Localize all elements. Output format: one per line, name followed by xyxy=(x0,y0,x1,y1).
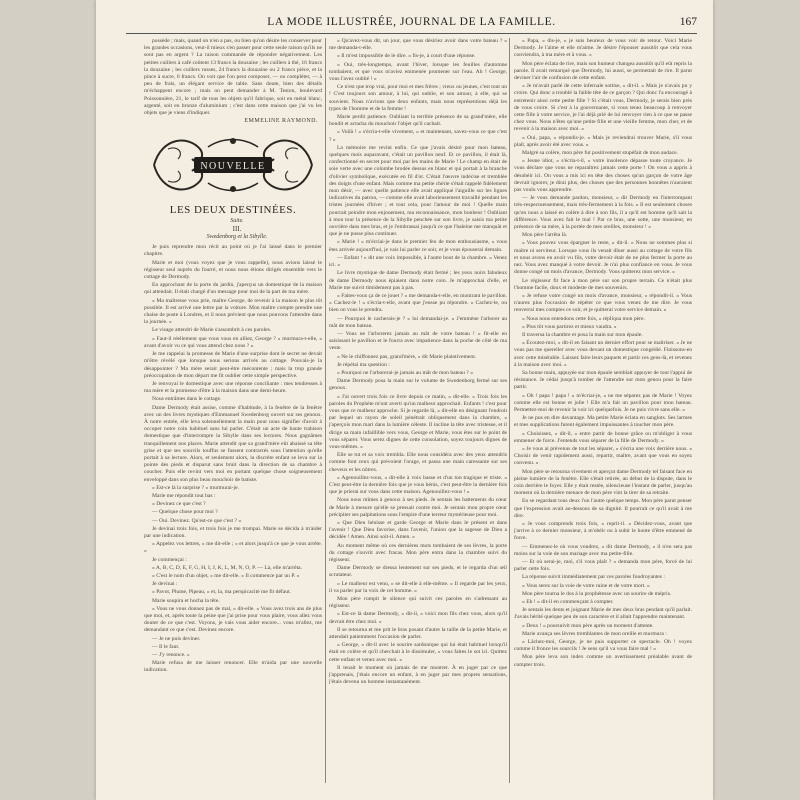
story-paragraph: « A, B, C, D, E, F, G, H, I, J, K, L, M, N, O, P. — Là, elle m'arrêta. xyxy=(152,564,303,571)
column-divider xyxy=(509,38,510,783)
story-paragraph: « Oh ! papa ! papa ! » m'écriai-je, « ne me séparez pas de Marie ! Voyez comme elle est bonne et jolie ! Elle m'a fait un pavillon pour mon bateau. Permettez-moi de revenir la voir ici quelquefois. Je ne puis vivre sans elle. » xyxy=(514,392,692,413)
story-paragraph: Je devinai : xyxy=(152,581,178,588)
story-paragraph: — Vous ne l'arborerez jamais au mât de votre bateau ! » fit-elle en saisissant le pavillon et le fourra avec impatience dans la poche de côté de ma veste. xyxy=(329,330,507,352)
story-paragraph: « Pourquoi ne l'arborerai-je jamais au mât de mon bateau ? » xyxy=(337,369,473,376)
story-paragraph: « Je refuse votre congé un mois d'avance, monsieur, » répondit-il. « Vous n'aurez plus l'occasion de répéter ce que vous venez de me dire. Je vous renverrai mes comptes ce soir, et je quitterai votre service demain. » xyxy=(514,292,692,314)
story-paragraph: « Appelez vos lettres, » me dit-elle ; « et alors jusqu'à ce que je vous arrête. » xyxy=(144,541,322,555)
story-paragraph: « Est-ce là la surprise ? » murmurai-je. xyxy=(152,484,239,491)
story-paragraph: Je devinai trois fois, et trois fois je me trompai. Marie se décida à m'aider par une indication. xyxy=(144,525,322,539)
story-paragraph: — Quelque chose pour moi ? xyxy=(152,509,218,516)
story-paragraph: Marie avança ses lèvres tremblantes de mon oreille et murmura : xyxy=(522,630,667,637)
story-paragraph: « Agenouillez-vous, » dit-elle à voix basse et d'un ton tragique et triste. « C'est peut-être la dernière fois que je vous bénis, c'est peut-être la dernière fois que je prierai sur vous dans cette maison. Agenouillez-vous ! » xyxy=(329,474,507,496)
story-paragraph: « Vous pouvez vous épargner le reste, » dit-il. « Nous ne sommes plus si maître ni serviteur. Lorsque vous ils venait dîner aussi au cottage de votre fils et nous avons en avoir vu fils, votre devoir était de ne plus fermer la porte au nez. Vous avez manqué à votre devoir. Je n'ai plus confiance en vous. Je vous donne congé un mois d'avance, Dermody. Vous quitterez mon service. » xyxy=(514,240,692,276)
story-paragraph: « Lâchez-moi, George, je ne puis supporter ce spectacle. Oh ! voyez comme il fronce les sourcils ! Je sens qu'il va vous faire mal ! » xyxy=(514,639,692,653)
story-paragraph: En se regardant tous deux l'un l'autre quelque temps. Mon père parut penser que l'expression avait au-dessous de sa dignité. Il pourrait ce qu'il avait à me dire. xyxy=(514,498,692,519)
story-paragraph: « Je vous comprends trois fois, » reprit-il. « Décidez-vous, avant que j'arrive à ce dernier monsieur, à m'obéir ou à subir le honte d'être emmené de force. xyxy=(514,521,692,542)
story-paragraph: « Ma maîtresse vous prie, maître George, de revenir à la maison le plus tôt possible. Il est arrivé une lettre par la voiture. Mon maître compte prendre une chaise de poste à Londres, et il nous prévient que nous pouvons l'attendre dans la journée. » xyxy=(144,297,322,326)
story-paragraph: En approchant de la porte du jardin, j'aperçus un domestique de la maison qui attendait. Il était chargé d'un message pour moi de la part de ma mère. xyxy=(144,282,322,296)
story-paragraph: « Choisissez, » dit-il, « entre partir de bonne grâce ou m'obliger à vous emmener de force. J'entends vous séparer de la fille de Dermody. » xyxy=(514,430,692,444)
story-paragraph: Nous entrâmes dans le cottage. xyxy=(152,396,222,403)
story-paragraph: Sa bonne main, appuyée sur mon épaule semblait appuyer de tout l'appui de résistance. Je cédai jusqu'à tomber de l'attendre sur mon genou pour la faire partir. xyxy=(514,369,692,391)
author-signature: EMMELINE RAYMOND. xyxy=(244,118,318,125)
chapter-title: Swedenborg et la Sibylle. xyxy=(206,234,268,241)
story-paragraph: « Oui, très-longtemps, avant l'hiver, lorsque les feuilles d'automne tombaient, et que vous m'aviez emmenée promener sur l'eau. Ah ! George, vous l'avez oublié ! » xyxy=(329,61,507,83)
story-paragraph: Elle se tut et sa voix trembla. Elle nous considéra avec des yeux attendris comme font ceux qui prévoient l'orage, et passa une main caressante sur ses cheveux et les nôtres. xyxy=(329,452,507,473)
story-paragraph: — J'y renonce. » xyxy=(152,652,190,659)
journal-page xyxy=(96,0,713,800)
story-paragraph: « Est-ce là dame Dermody, » dit-il, « voici mon fils chez vous, alors qu'il devrait être chez moi. » xyxy=(329,611,507,625)
story-paragraph: Le livre mystique de dame Dermody était fermé ; les yeux noirs fabuleux de dame Dermody nous épiaient dans notre coin. Je m'approchai d'elle, et Marie me suivit timidement pas à pas. xyxy=(329,270,507,291)
story-paragraph: « C'est le nom d'un objet, » me dit-elle. « Il commence par un P. » xyxy=(152,572,300,579)
story-paragraph: Dame Dermody était assise, comme d'habitude, à la fenêtre de la fenêtre avec un des livres mystiques d'Emmanuel Swedenborg ouvert sur ses genoux. À notre entrée, elle leva solennellement la main pour nous signifier d'avoir à occuper notre coin habituel sans lui parler. C'était un acte de haute trahison domestique que d'interrompre la Sibylle dans ses lectures. Nous gagnâmes tranquillement nos places. Marie attendit que sa grand'mère eût abaissé sa tête grise et que ses sourcils touffus se fussent contractés sous l'attention qu'elle portait à sa lecture. Alors, et seulement alors, la discrète enfant se leva sur la pointe des pieds et disparut sans bruit dans la direction de sa chambre à coucher. Puis elle revint vers moi en portant quelque chose soigneusement enveloppé dans son plus beau mouchoir de batiste. xyxy=(144,404,322,483)
story-paragraph: Il tenait le moment où jamais de me montrer. À en juger par ce que j'apprenais, j'étais encore un enfant, à en juger par mes propres sensations, j'étais devenu un homme instantanément. xyxy=(329,664,507,686)
story-paragraph: Au moment même où ces dernières mots tombaient de ses lèvres, la porte du cottage s'ouvrit avec fracas. Mon père entra dans la chambre suivi du régisseur. xyxy=(329,542,507,564)
story-paragraph: Le régisseur fit face à mon père sur son propre terrain. Ce n'était plus l'homme facile, doux et modeste de mes souvenirs. xyxy=(514,277,692,291)
story-paragraph: — Oui. Devinez. Qu'est-ce que c'est ? » xyxy=(152,517,242,524)
story-paragraph: Dame Dermody posa la main sur le volume de Swedenborg fermé sur ses genoux. xyxy=(329,378,507,392)
story-paragraph: — Et où serai-je, moi, s'il vous plaît ? » demanda mon père, forcé de lui parler cette fois. xyxy=(514,559,692,573)
story-paragraph: « Je m'avait parlé de cette infernale sottise, » dit-il. « Mais je n'avais pu y croire. Qui donc a troublé la faible tête de ce garçon ? Qui donc l'a encouragé à entretenir ainsi cette petite fille ? Si c'était vous, Dermody, je serais bien près de vous croire. Si c'est à la gouvernante, si vous tenez beaucoup à renvoyer cette fille à votre service, je l'ai déjà prié de lui renvoyer rien à ce que se passe chez vous. Nous n'êtes qu'une petite fille et une vieille femme, mon cher, et de revenir à la maison avec moi. » xyxy=(514,83,692,133)
column-divider xyxy=(325,38,326,783)
story-paragraph: Marie soupira et hocha la tête. xyxy=(152,597,220,604)
article-ending: possède ; mais, quand on n'en a pas, ou bien qu'on désire les conserver pour les grandes occasions, veut-il mieux s'en passer pour cette seule raison qu'ils ne sont pas en argent ? La raison commande de répondre négativement. Les petites cuillers à café coûtent 13 francs la douzaine ; les cuillers à thé, 16 francs la douzaine ; les cuillers russes, 24 francs la douzaine ou 2 francs pièce, et la pince à sucre, 6 francs. On voit que l'on peut composer, — ou compléter, — à peu de frais, un élégant service de table. Sans doute, bien des détails m'échappent encore ; mais on peut demander à M. Teston, boulevard Poissonnière, 21, le tarif de tous les objets qu'il fabrique, soit en métal blanc, argenté, soit en bronze d'aluminium ; c'est dans cette maison que j'ai vu les objets que je viens d'indiquer. xyxy=(144,38,322,117)
story-paragraph: Dame Dermody se dressa lentement sur ses pieds, et le regarda d'un œil scrutateur. xyxy=(329,565,507,579)
story-paragraph: — Je ne puis deviner. xyxy=(152,635,201,642)
story-paragraph: Nous nous mîmes à genoux à ses pieds. Je sentais les battements du cœur de Marie à mesure qu'elle se pressait contre moi. Je sentais mon propre cœur précipiter ses palpitations sous l'empire d'une terreur mystérieuse pour moi. xyxy=(329,497,507,518)
ornament-graphic xyxy=(148,129,318,201)
story-paragraph: Je puis reprendre mon récit au point où je l'ai laissé dans le premier chapitre. xyxy=(144,244,322,258)
story-paragraph: Je commençai : xyxy=(152,556,187,563)
story-paragraph: Je me rappelai la promesse de Marie d'une surprise dont le secret ne devait m'être révélé que lorsque nous serions arrivés au cottage. Pouvais-je la désappointer ? Ma mère serait peut-être mécontente ; mais la trop grande préoccupation de mon départ me fit oublier cette simple perspective. xyxy=(144,351,322,379)
story-text-col1 xyxy=(144,244,322,674)
story-paragraph: « Deux ! » poursuivit mon père après un moment d'attente. xyxy=(522,622,654,629)
story-paragraph: Je renvoyai le domestique avec une réponse conciliante : mes tendresses à ma mère et la promesse d'être à la maison dans une demi-heure. xyxy=(144,380,322,395)
story-paragraph: « Faites-vous ça de ce jouet ? » me demanda-t-elle, en montrant le pavillon. « Cachez-le ! » s'écria-t-elle, avant que j'eusse pu répondre. « Cachez-le, ou bien on vous le prendra. xyxy=(329,292,507,314)
story-paragraph: « George, » dit-il avec le sourire sardonique qui lui était habituel lorsqu'il était en colère et qu'il cherchait à le dissimuler, « vous faites le sot ici. Quittez cette enfant et venez avec moi. » xyxy=(329,642,507,663)
story-paragraph: « Il m'est impossible de le dire. » fis-je, à court d'une réponse. xyxy=(337,53,476,60)
story-paragraph: Mon père tourna le dos à la prophétesse avec un sourire de mépris. xyxy=(522,590,672,597)
story-paragraph: « Que Dieu bénisse et garde George et Marie dans le présent et dans l'avenir ! Que Dieu favorise, dans l'avenir, l'union que la sagesse de Dieu a décidée ! Amen. Ainsi soit-il. Amen. » xyxy=(329,520,507,541)
story-paragraph: Marie perdit patience. Oubliant la terrible présence de sa grand'mère, elle bondit et arracha du mouchoir l'objet qu'il cachait. xyxy=(329,114,507,128)
story-text-col2 xyxy=(329,38,507,686)
story-paragraph: Mon père se retourna vivement et aperçut dame Dermody tel faisant face en pleine lumière de la fenêtre. Elle s'était retirée, au début de la dispute, dans le coin derrière le foyer. Elle y était restée, silencieuse l'instant de parler, jusqu'au moment où la dernière menace de mon père vint la tirer de sa retraite. xyxy=(514,468,692,497)
story-paragraph: Il traversa la chambre et posa la main sur mon épaule. xyxy=(522,331,643,338)
column-3 xyxy=(514,38,692,783)
story-paragraph: « Marie ! » m'écriai-je dans le premier feu de mon enthousiasme, « vous êtes arrivée aujourd'hui, je vais lui parler ce soir, et je vous épouserai demain. xyxy=(329,239,507,253)
story-paragraph: Mon père éclata de rire, mais son humeur changea aussitôt qu'il eût repris la parole. Il avait remarqué que Dermody, lui aussi, se permettait de rire. Il parut deviner l'air de confusion de cette enfant. xyxy=(514,60,692,82)
story-paragraph: « J'ai ouvert trois fois ce livre depuis ce matin, » dit-elle. « Trois fois les paroles du Prophète m'ont averti qu'un malheur approchait. Enfants ! c'est pour vous que ce malheur approche. Si je regarde là, » dit-elle en désignant l'endroit par lequel un rayon de soleil pénétrait obliquement dans la chambre, « j'aperçois mon mari dans la lumière céleste. Il incline la tête avec tristesse, et il dirige sa main infaillible vers vous, George et Marie, vous êtes sur le point de vous séparer. Vous serez dignes de cette consolation, soyez toujours dignes de vous-mêmes. » xyxy=(329,393,507,450)
story-paragraph: — Il le faut. xyxy=(152,643,180,650)
running-head: LA MODE ILLUSTRÉE, JOURNAL DE LA FAMILLE. xyxy=(267,16,556,28)
story-paragraph: « Devinez ce que c'est ? xyxy=(152,501,206,508)
story-suite: Suite. xyxy=(230,217,244,224)
story-paragraph: « Voilà ! » s'écria-t-elle vivement, « et maintenant, savez-vous ce que c'est ? » xyxy=(329,129,507,143)
story-paragraph: « Oui, papa, » répondis-je. « Mais je reviendrai trouver Marie, s'il vous plaît, après avoir été avec vous. » xyxy=(514,134,692,148)
story-paragraph: « Papa, » dis-je, « je suis heureux de vous voir de retour. Voici Marie Dermody. Je l'aime et elle m'aime. Je désire l'épouser aussitôt que cela vous conviendra, à ma mère et à vous. » xyxy=(514,38,692,59)
story-paragraph: Mon père l'arrêta là. xyxy=(522,232,568,239)
story-paragraph: Ce n'est que trop vrai, pour moi et mes frères ; vieux ou jeunes, c'est tout un ! C'est toujours son amour, à lui, qui oublie, et son amour, à elle, qui se souvient. Nous n'avions que deux enfants, mais nous représentions déjà les types de l'homme et de la femme ! xyxy=(329,84,507,112)
story-paragraph: Marie refusa de me laisser renoncer. Elle m'aida par une nouvelle indication. xyxy=(144,660,322,674)
story-paragraph: Mon père rompit le silence qui suivit ces paroles en s'adressant au régisseur. xyxy=(329,596,507,610)
story-title: LES DEUX DESTINÉES. xyxy=(169,204,297,217)
story-paragraph: « Qu'avez-vous dit, un jour, que vous désiriez avoir dans votre bateau ? » me demanda-t-elle. xyxy=(329,38,507,52)
story-paragraph: « Ne le chiffonnez pas, grand'mère, » dit Marie plaintivement. xyxy=(337,353,477,360)
story-paragraph: — Je vous demande pardon, monsieur, » dit Dermody en l'interrompant très-respectueusement, mais très-fermement à la fois. « Il est seulement choses qu'on nous a laissé en colère à dire à son fils, il a qu'il est homme qu'il sait la différence. Vous avez fait le mal ! Par ce bras, une sotte, une monsieur, en présence de sa mère, à la portée de mes oreilles, monsieur ! » xyxy=(514,195,692,231)
nouvelle-ornament xyxy=(148,129,318,201)
story-paragraph: — Enfant ! » dit une voix impossible, à l'autre bout de la chambre. « Venez ici. » xyxy=(329,254,507,269)
story-paragraph: « Je vous ai prévenus de tout les séparer, » s'écria une voix derrière nous. « Choisir de venir rapidement aussi, repartir, maître, avant que vous en soyez convenu. » xyxy=(514,445,692,467)
ornament-label: NOUVELLE xyxy=(200,161,266,173)
story-paragraph: Mon père leva son index comme un avertissement préalable avant de compter trois. xyxy=(514,654,692,668)
story-paragraph: « Nous nous entendons cette fois, » répliqua mon père. xyxy=(522,315,645,322)
story-paragraph: « Écoutez-moi, » dit-il en faisant un dernier effort pour se maîtriser. « Je ne vous pas me quereller avec vous devant un domestique congédié. Finissons-en avec cette misérable. Laissez faire leurs paquets et partir ces gens-là, et revenez à la maison avec moi. » xyxy=(514,340,692,368)
story-text-col3 xyxy=(514,38,692,669)
page-number: 167 xyxy=(679,16,697,28)
story-paragraph: La réponse suivit immédiatement par ces paroles foudroyantes : xyxy=(522,574,665,581)
story-paragraph: Je sentais les dents et joignant Marie de mes deux bras pendant qu'il parlait. J'avais hérité quelque peu de son caractère et il allait l'apprendre maintenant. xyxy=(514,607,692,621)
story-paragraph: Marie me répondit tout bas : xyxy=(152,492,216,499)
story-paragraph: Malgré sa colère, mon père fut positivement stupéfait de mon audace. xyxy=(522,150,678,157)
story-paragraph: Le visage attendri de Marie s'assombrit à ces paroles. xyxy=(152,327,272,334)
column-2 xyxy=(329,38,507,783)
story-paragraph: — Pourquoi le cacherais-je ? » lui demandai-je. « J'emmène l'arborer au mât de mon bateau. xyxy=(329,315,507,329)
column-1 xyxy=(144,38,322,783)
story-paragraph: « Plus tôt vous partirez et mieux vaudra. » xyxy=(522,323,617,330)
story-paragraph: « Vous ne vous donnez pas de mal, » dit-elle. « Vous avez trois ans de plus que moi, et, après toute la peine que j'ai prise pour vous plaire, vous allez vous douter de ce que c'est. Voyons, je vais vous aider encore... vous m'allez, me demandant ce que c'est. Devinez encore. xyxy=(144,605,322,634)
story-paragraph: — Emmenez-le où vous voudrez, » dit dame Dermody, « il n'en sera pas moins sur la voie de son mariage avec ma petite-fille. xyxy=(514,543,692,557)
story-paragraph: « Eh ! » dit-il en commençant à compter. xyxy=(522,599,614,606)
story-paragraph: « Le malheur est venu, » se dit-elle à elle-même. « Il regarde par les yeux, il va parler par la voix de cet homme. » xyxy=(329,580,507,594)
story-paragraph: « Jeune idiot, » s'écria-t-il, « votre insolence dépasse toute croyance. Je vous déclare que vous ne reparaîtrez jamais cette porte ! On vous a appris à désobéir ici. On vous a mis ici en tête des choses qu'un garçon de votre âge devrait ignorer, je dirai plus, des choses que des personnes honnêtes n'auraient pas voulu vous apprendre. xyxy=(514,158,692,194)
story-paragraph: Je répétai ma question : xyxy=(337,361,390,368)
story-paragraph: « Vous serez sur la voie de votre ruine et de votre mort. » xyxy=(522,582,650,589)
story-paragraph: Je ne pus en dire davantage. Ma petite Marie éclata en sanglots. Ses larmes et mes supplications furent également impuissantes à toucher mon père. xyxy=(514,415,692,429)
page-header xyxy=(126,15,697,34)
story-paragraph: « Pavot, Plume, Pipeau, » et, la, ma perspicacité me fit défaut. xyxy=(152,589,292,596)
chapter-number: III. xyxy=(232,224,242,233)
story-paragraph: Marie et moi (vous voyez que je vous rappelle), nous avions laissé le régisseur seul auprès du fourré, et nous nous étions dirigés ensemble vers le cottage de Dermody. xyxy=(144,259,322,281)
story-paragraph: Il se retourna et me prit le bras posant d'autre la taille de la petite Marie, et attendait patiemment l'occasion de parler. xyxy=(329,626,507,641)
story-paragraph: La mémoire me revint enfin. Ce que j'avais désiré pour mon bateau, quelques mois auparavant, c'était un pavillon neuf. Et ce pavillon, il était là, confectionné en secret pour moi par les mains de Marie ! Le champ en était de soie verte avec une colombe brodée dessus en blanc et qui portait à la branche d'olivier symbolique, exécutée en fil d'or. C'était l'œuvre indécise et tremblée des doigts d'une enfant. Mais comme ma petite chérie s'était rappelé fidèlement mon désir, — avec quelle patience elle avait appliqué l'aiguille sur les lignes indicatives du patron, — comme elle avait laborieusement travaillé pendant les tristes journées d'hiver ; et tout cela, pour l'amour de moi ! Quelle main pourrait peindre mon enjouement, ma reconnaissance, mon bonheur ! Oubliant à mon tour la présence de la Sibylle penchée sur son livre, je saisis ma petite ouvrière dans mes bras, et je l'embrassai jusqu'à ce que l'haleine me manquât et que je ne pusse plus continuer. xyxy=(329,144,507,238)
story-paragraph: « Faut-il réellement que vous vous en alliez, George ? » murmura-t-elle, « avant d'avoir vu ce qui vous attend chez nous ? » xyxy=(144,335,322,349)
